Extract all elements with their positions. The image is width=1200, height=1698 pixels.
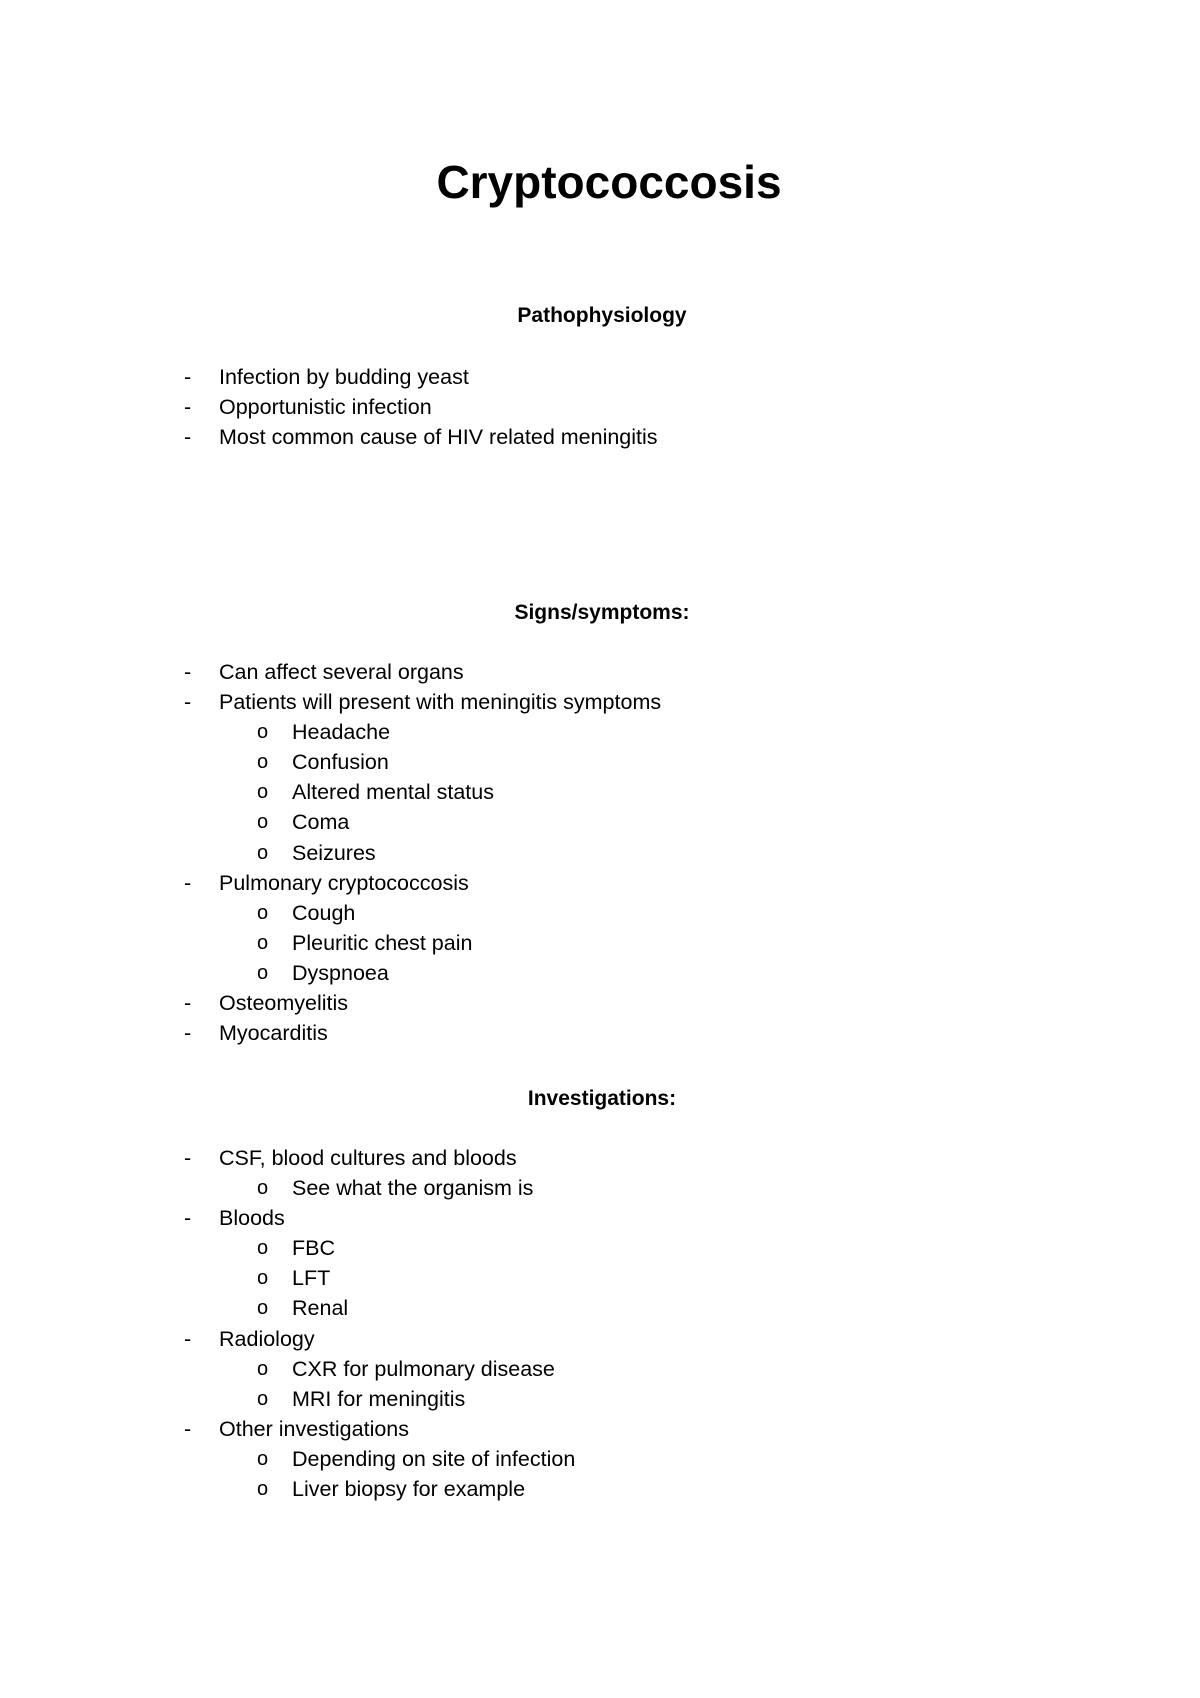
item-text: Pleuritic chest pain bbox=[292, 930, 473, 955]
pathophysiology-list bbox=[0, 362, 658, 452]
circle-bullet: o bbox=[257, 811, 269, 834]
circle-bullet: o bbox=[257, 1177, 269, 1200]
item-text: Coma bbox=[292, 810, 350, 835]
list-item bbox=[0, 1143, 575, 1203]
sublist-item bbox=[219, 1293, 575, 1323]
item-text: CSF, blood cultures and bloods bbox=[219, 1146, 517, 1170]
heading-text: Signs/symptoms: bbox=[514, 601, 690, 624]
dash-bullet: - bbox=[184, 991, 192, 1016]
sublist bbox=[219, 717, 661, 867]
dash-bullet: - bbox=[184, 690, 192, 715]
dash-bullet: - bbox=[184, 1021, 192, 1046]
sublist-item bbox=[219, 807, 661, 837]
item-text: See what the organism is bbox=[292, 1176, 534, 1201]
item-text: Confusion bbox=[292, 750, 389, 775]
circle-bullet: o bbox=[257, 721, 269, 744]
item-text: Other investigations bbox=[219, 1416, 410, 1441]
circle-bullet: o bbox=[257, 1267, 269, 1290]
sublist-item bbox=[219, 1354, 575, 1384]
item-text: MRI for meningitis bbox=[292, 1386, 466, 1411]
item-text: Pulmonary cryptococcosis bbox=[219, 870, 469, 895]
circle-bullet: o bbox=[257, 1237, 269, 1260]
circle-bullet: o bbox=[257, 841, 269, 864]
item-text: LFT bbox=[292, 1266, 331, 1291]
list-item bbox=[0, 687, 661, 868]
sublist-item bbox=[219, 1384, 575, 1414]
dash-bullet: - bbox=[184, 1146, 192, 1170]
list-item bbox=[0, 392, 658, 422]
circle-bullet: o bbox=[257, 961, 269, 984]
heading-pathophysiology bbox=[0, 302, 1200, 330]
sublist-item bbox=[219, 1233, 575, 1263]
document-title bbox=[0, 152, 1200, 212]
signs-list bbox=[0, 657, 661, 1048]
sublist-item bbox=[219, 928, 661, 958]
item-text: Radiology bbox=[219, 1326, 315, 1351]
sublist bbox=[219, 1354, 575, 1414]
sublist-item bbox=[219, 747, 661, 777]
circle-bullet: o bbox=[257, 751, 269, 774]
investigations-list bbox=[0, 1143, 575, 1504]
title-text: Cryptococcosis bbox=[436, 156, 782, 208]
sublist bbox=[219, 1233, 575, 1323]
heading-text: Investigations: bbox=[527, 1087, 677, 1110]
item-text: Most common cause of HIV related meningitis bbox=[219, 425, 658, 450]
item-text: Renal bbox=[292, 1296, 349, 1321]
item-text: CXR for pulmonary disease bbox=[292, 1356, 555, 1381]
item-text: Cough bbox=[292, 900, 356, 925]
circle-bullet: o bbox=[257, 781, 269, 804]
circle-bullet: o bbox=[257, 901, 269, 924]
list-item bbox=[0, 422, 658, 452]
item-text: Opportunistic infection bbox=[219, 395, 432, 420]
heading-investigations bbox=[0, 1085, 1200, 1113]
circle-bullet: o bbox=[257, 1297, 269, 1320]
sublist bbox=[219, 898, 661, 988]
item-text: Headache bbox=[292, 720, 391, 745]
item-text: Osteomyelitis bbox=[219, 991, 349, 1016]
item-text: Dyspnoea bbox=[292, 960, 389, 985]
sublist-item bbox=[219, 717, 661, 747]
dash-bullet: - bbox=[184, 395, 192, 420]
item-text: Depending on site of infection bbox=[292, 1446, 576, 1471]
circle-bullet: o bbox=[257, 1387, 269, 1410]
sublist-item bbox=[219, 958, 661, 988]
sublist-item bbox=[219, 1474, 575, 1504]
circle-bullet: o bbox=[257, 1357, 269, 1380]
sublist-item bbox=[219, 1444, 575, 1474]
list-item bbox=[0, 988, 661, 1018]
list-item bbox=[0, 657, 661, 687]
item-text: Myocarditis bbox=[219, 1021, 328, 1046]
circle-bullet: o bbox=[257, 1478, 269, 1501]
dash-bullet: - bbox=[184, 660, 192, 684]
item-text: Altered mental status bbox=[292, 780, 494, 805]
item-text: Bloods bbox=[219, 1206, 285, 1231]
item-text: Seizures bbox=[292, 840, 376, 865]
list-item bbox=[0, 1203, 575, 1323]
sublist-item bbox=[219, 898, 661, 928]
dash-bullet: - bbox=[184, 365, 192, 389]
circle-bullet: o bbox=[257, 931, 269, 954]
list-item bbox=[0, 1414, 575, 1504]
dash-bullet: - bbox=[184, 1416, 192, 1441]
sublist-item bbox=[219, 777, 661, 807]
dash-bullet: - bbox=[184, 425, 192, 450]
item-text: FBC bbox=[292, 1236, 335, 1261]
list-item bbox=[0, 1018, 661, 1048]
heading-text: Pathophysiology bbox=[517, 304, 687, 327]
list-item bbox=[0, 1324, 575, 1414]
sublist bbox=[219, 1173, 575, 1203]
item-text: Can affect several organs bbox=[219, 660, 464, 684]
circle-bullet: o bbox=[257, 1447, 269, 1470]
dash-bullet: - bbox=[184, 1206, 192, 1231]
item-text: Patients will present with meningitis symptoms bbox=[219, 690, 662, 715]
item-text: Infection by budding yeast bbox=[219, 365, 469, 389]
sublist-item bbox=[219, 838, 661, 868]
list-item bbox=[0, 362, 658, 392]
dash-bullet: - bbox=[184, 870, 192, 895]
list-item bbox=[0, 868, 661, 988]
sublist bbox=[219, 1444, 575, 1504]
sublist-item bbox=[219, 1173, 575, 1203]
sublist-item bbox=[219, 1263, 575, 1293]
heading-signs-symptoms bbox=[0, 599, 1200, 627]
dash-bullet: - bbox=[184, 1326, 192, 1351]
item-text: Liver biopsy for example bbox=[292, 1477, 526, 1502]
